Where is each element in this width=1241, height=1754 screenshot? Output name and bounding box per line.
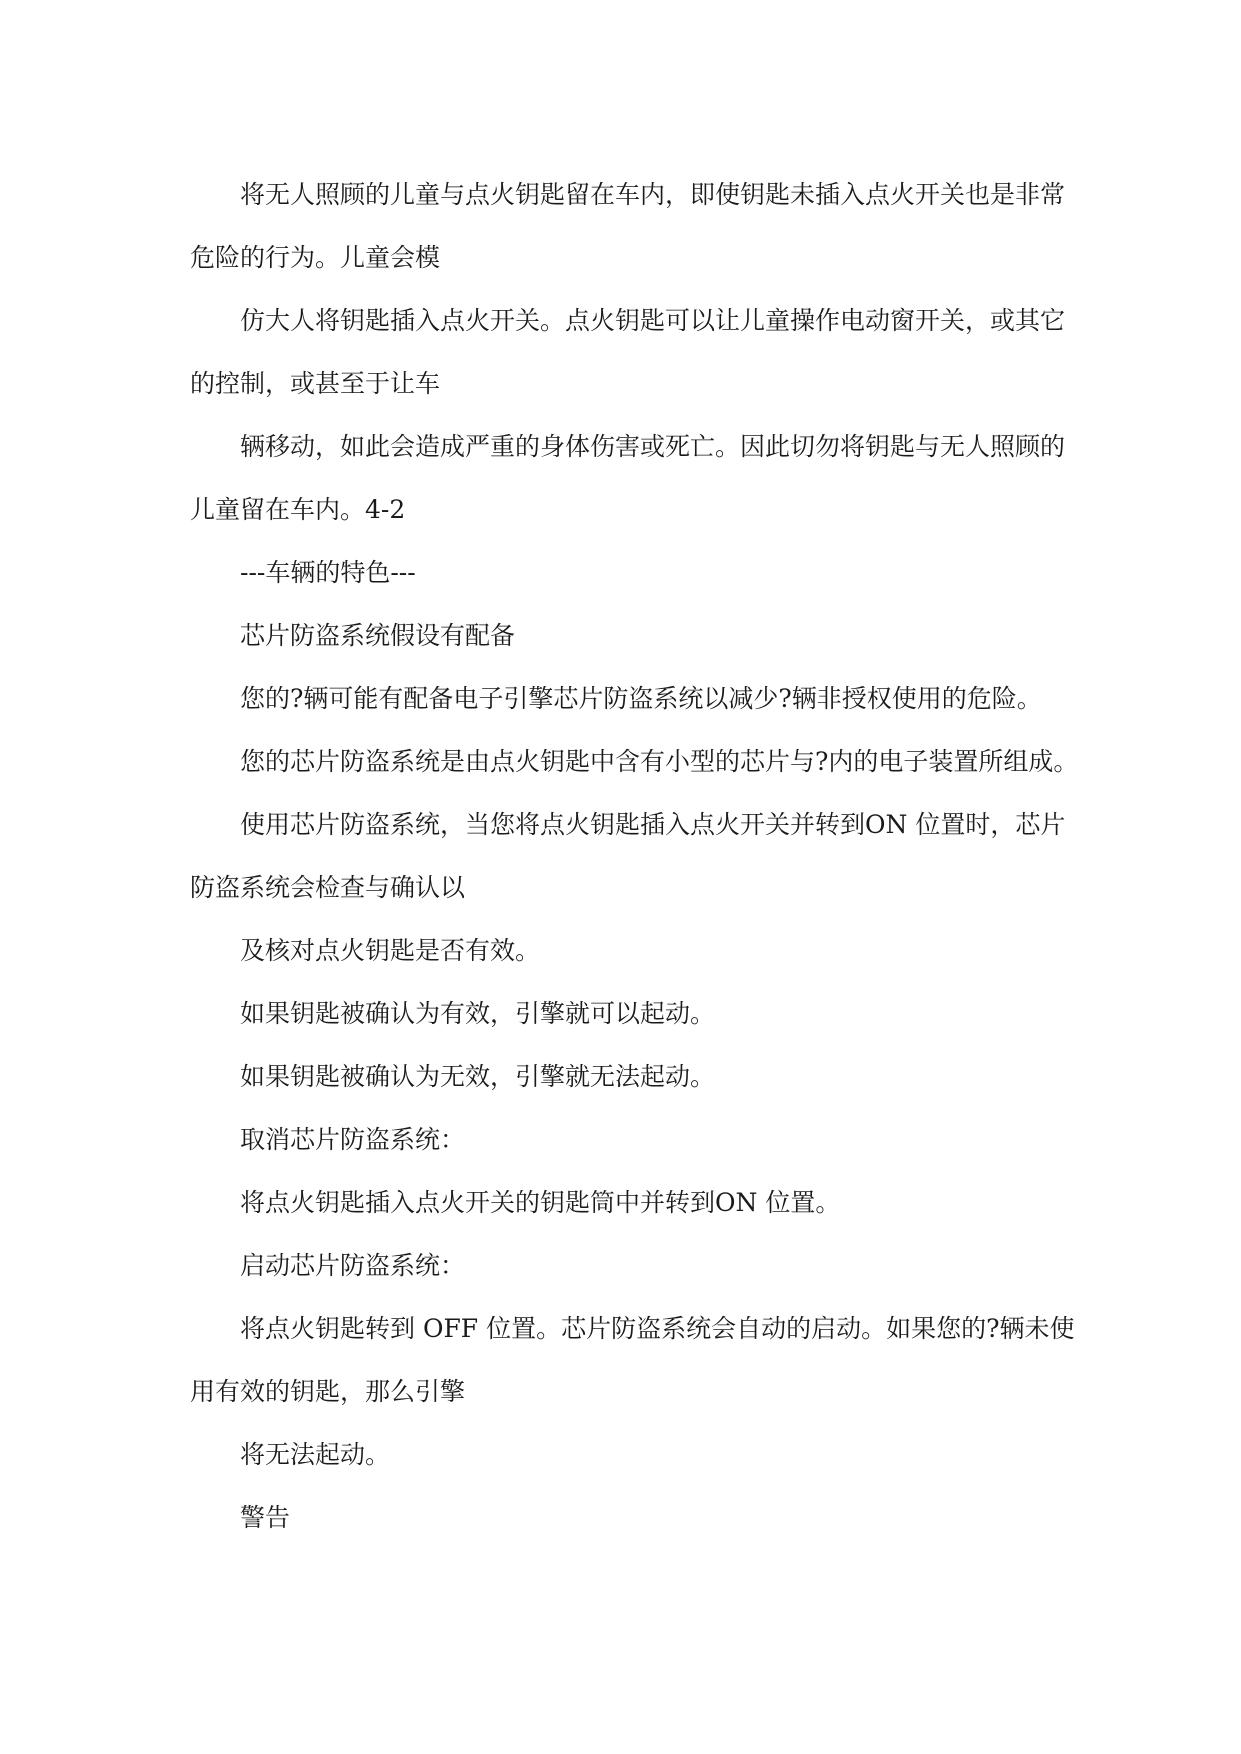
- paragraph-line: 危险的行为。儿童会模: [190, 243, 441, 272]
- subsection-heading: 芯片防盗系统假设有配备: [240, 621, 516, 650]
- paragraph-line: 您的?辆可能有配备电子引擎芯片防盗系统以减少?辆非授权使用的危险。: [240, 684, 1042, 713]
- section-heading: ---车辆的特色---: [240, 558, 416, 587]
- subsection-heading: 启动芯片防盗系统：: [240, 1251, 466, 1280]
- paragraph-line: 使用芯片防盗系统，当您将点火钥匙插入点火开关并转到ON 位置时，芯片: [240, 810, 1066, 839]
- paragraph-line: 及核对点火钥匙是否有效。: [240, 936, 541, 965]
- paragraph-line: 将点火钥匙转到 OFF 位置。芯片防盗系统会自动的启动。如果您的?辆未使: [240, 1314, 1075, 1343]
- paragraph-line: 辆移动，如此会造成严重的身体伤害或死亡。因此切勿将钥匙与无人照顾的: [240, 432, 1066, 461]
- paragraph-line: 用有效的钥匙，那么引擎: [190, 1377, 466, 1406]
- warning-heading: 警告: [240, 1503, 291, 1532]
- paragraph-line: 的控制，或甚至于让车: [190, 369, 441, 398]
- document-body: [190, 163, 1079, 1549]
- paragraph-line: 如果钥匙被确认为无效，引擎就无法起动。: [240, 1062, 716, 1091]
- paragraph-line: 如果钥匙被确认为有效，引擎就可以起动。: [240, 999, 716, 1028]
- subsection-heading: 取消芯片防盗系统：: [240, 1125, 466, 1154]
- paragraph-line: 将无人照顾的儿童与点火钥匙留在车内，即使钥匙未插入点火开关也是非常: [240, 180, 1066, 209]
- paragraph-line: 防盗系统会检查与确认以: [190, 873, 466, 902]
- paragraph-line: 将点火钥匙插入点火开关的钥匙筒中并转到ON 位置。: [240, 1188, 841, 1217]
- paragraph-line: 儿童留在车内。4-2: [190, 495, 406, 524]
- paragraph-line: 仿大人将钥匙插入点火开关。点火钥匙可以让儿童操作电动窗开关，或其它: [240, 306, 1066, 335]
- paragraph-line: 将无法起动。: [240, 1440, 391, 1469]
- paragraph-line: 您的芯片防盗系统是由点火钥匙中含有小型的芯片与?内的电子装置所组成。: [240, 747, 1079, 776]
